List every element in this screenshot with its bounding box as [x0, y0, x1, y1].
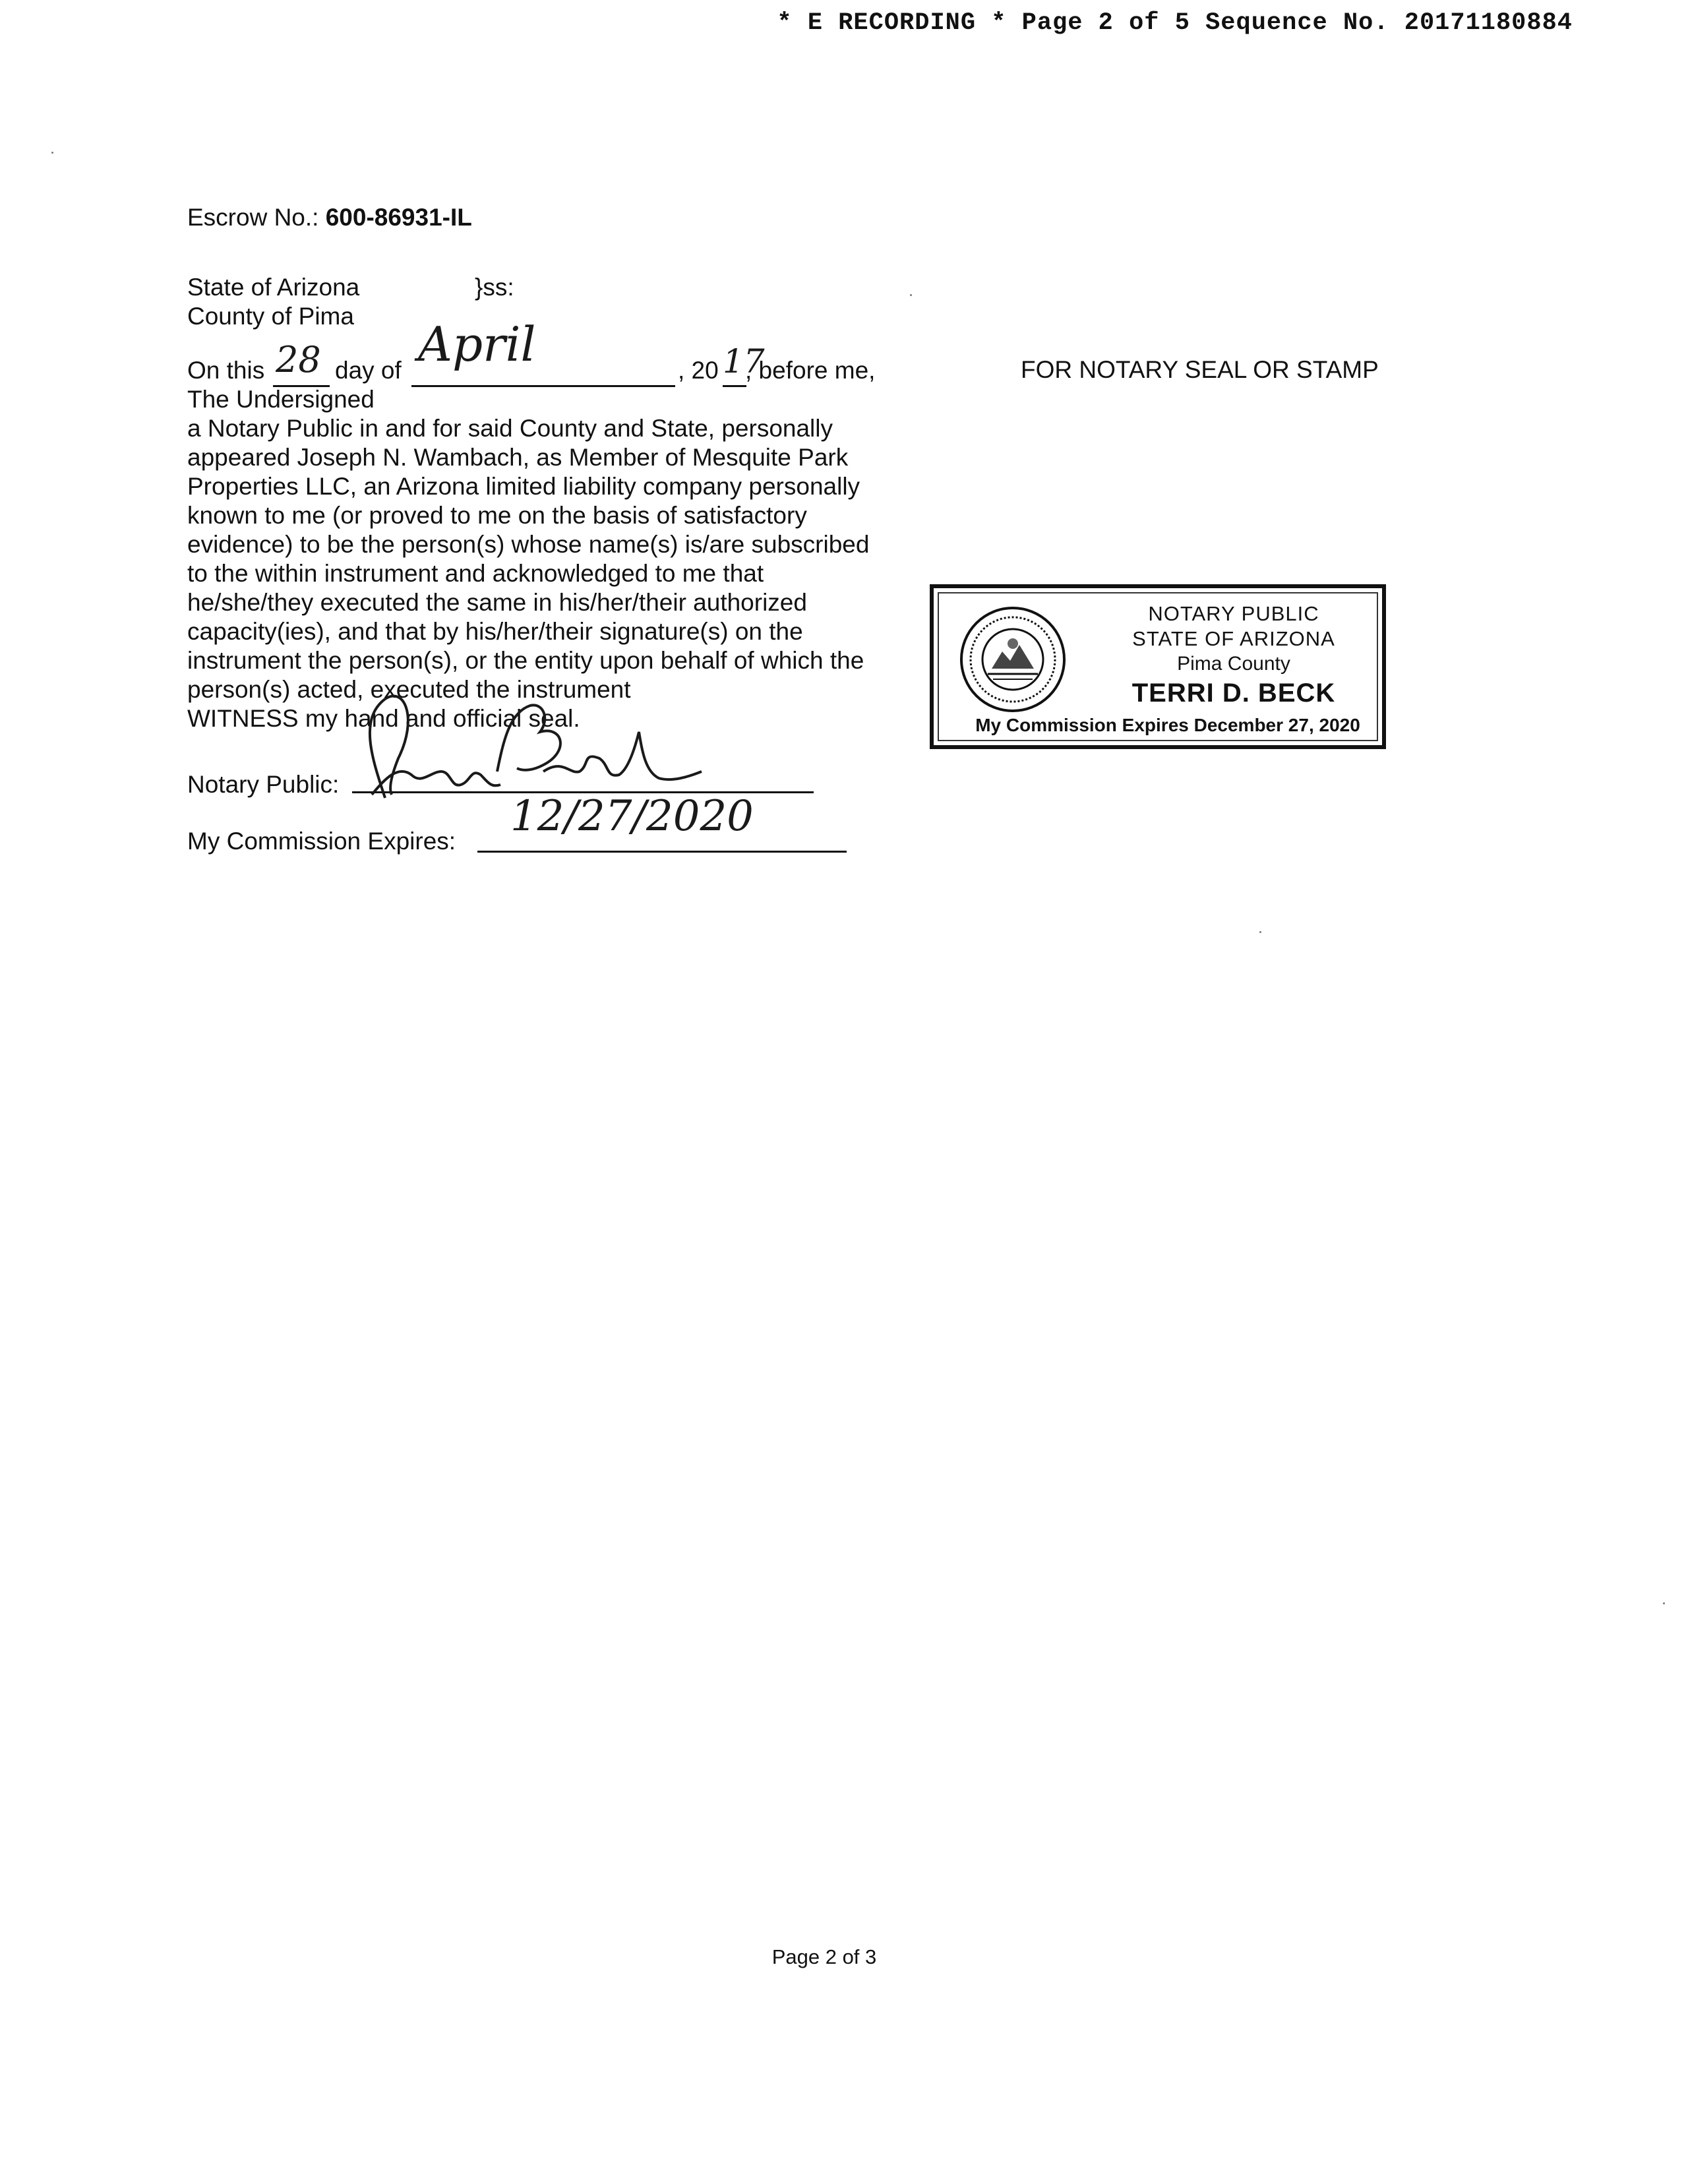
- handwritten-commission-date: 12/27/2020: [510, 792, 754, 841]
- ack-year-prefix: , 20: [678, 357, 719, 384]
- acknowledgment-date-line: [187, 317, 913, 385]
- ack-line: to the within instrument and acknowledged to me that: [187, 560, 764, 587]
- commission-label: My Commission Expires:: [187, 828, 456, 855]
- page-footer: [0, 1945, 1688, 1969]
- ack-day-of: day of: [335, 357, 402, 384]
- escrow-value: 600-86931-IL: [325, 204, 472, 231]
- ack-line: he/she/they executed the same in his/her/their authorized: [187, 589, 807, 616]
- notary-public-label: Notary Public:: [187, 771, 340, 798]
- scan-speck: [910, 294, 912, 296]
- handwritten-day: 28: [276, 339, 321, 380]
- ack-before-me: , before me,: [745, 357, 876, 384]
- seal-area-label: FOR NOTARY SEAL OR STAMP: [1021, 356, 1379, 383]
- ack-line: capacity(ies), and that by his/her/their signature(s) on the: [187, 618, 803, 645]
- commission-expiry-line: [187, 792, 913, 864]
- recording-header: * E RECORDING * Page 2 of 5 Sequence No. 20171180884: [777, 9, 1573, 37]
- scan-speck: [1259, 931, 1261, 933]
- handwritten-month: April: [418, 317, 536, 372]
- scan-speck: [1663, 1602, 1665, 1604]
- arizona-state-seal-icon: [959, 605, 1067, 713]
- ack-officer: The Undersigned: [187, 386, 375, 413]
- escrow-number: [187, 203, 472, 232]
- venue-state: State of Arizona: [187, 274, 360, 301]
- page-number: Page 2 of 3: [771, 1945, 877, 1968]
- venue-county: County of Pima: [187, 303, 354, 330]
- notary-stamp: [930, 584, 1386, 749]
- ack-line: appeared Joseph N. Wambach, as Member of Mesquite Park: [187, 444, 849, 471]
- ack-line: Properties LLC, an Arizona limited liability company personally: [187, 473, 860, 500]
- ack-line: evidence) to be the person(s) whose name(s) is/are subscribed: [187, 531, 870, 558]
- venue-ss: }ss:: [475, 274, 514, 301]
- handwritten-year: 17: [723, 342, 765, 380]
- stamp-notary-name: TERRI D. BECK: [1131, 679, 1336, 708]
- scan-speck: [51, 152, 53, 154]
- notary-signature: [346, 659, 715, 804]
- stamp-county: Pima County: [1177, 653, 1290, 675]
- ack-witness-line: WITNESS my hand and official seal.: [187, 705, 580, 732]
- ack-line: person(s) acted, executed the instrument: [187, 676, 631, 703]
- stamp-state: STATE OF ARIZONA: [1132, 627, 1335, 650]
- stamp-notary-public: NOTARY PUBLIC: [1148, 602, 1319, 625]
- ack-line: known to me (or proved to me on the basis of satisfactory: [187, 502, 807, 529]
- escrow-label: Escrow No.:: [187, 204, 319, 231]
- stamp-commission-expires: My Commission Expires December 27, 2020: [975, 715, 1360, 735]
- stamp-text-block: [1092, 601, 1375, 710]
- ack-prefix: On this: [187, 357, 265, 384]
- ack-line: a Notary Public in and for said County and State, personally: [187, 415, 833, 442]
- ack-line: instrument the person(s), or the entity upon behalf of which the: [187, 647, 864, 674]
